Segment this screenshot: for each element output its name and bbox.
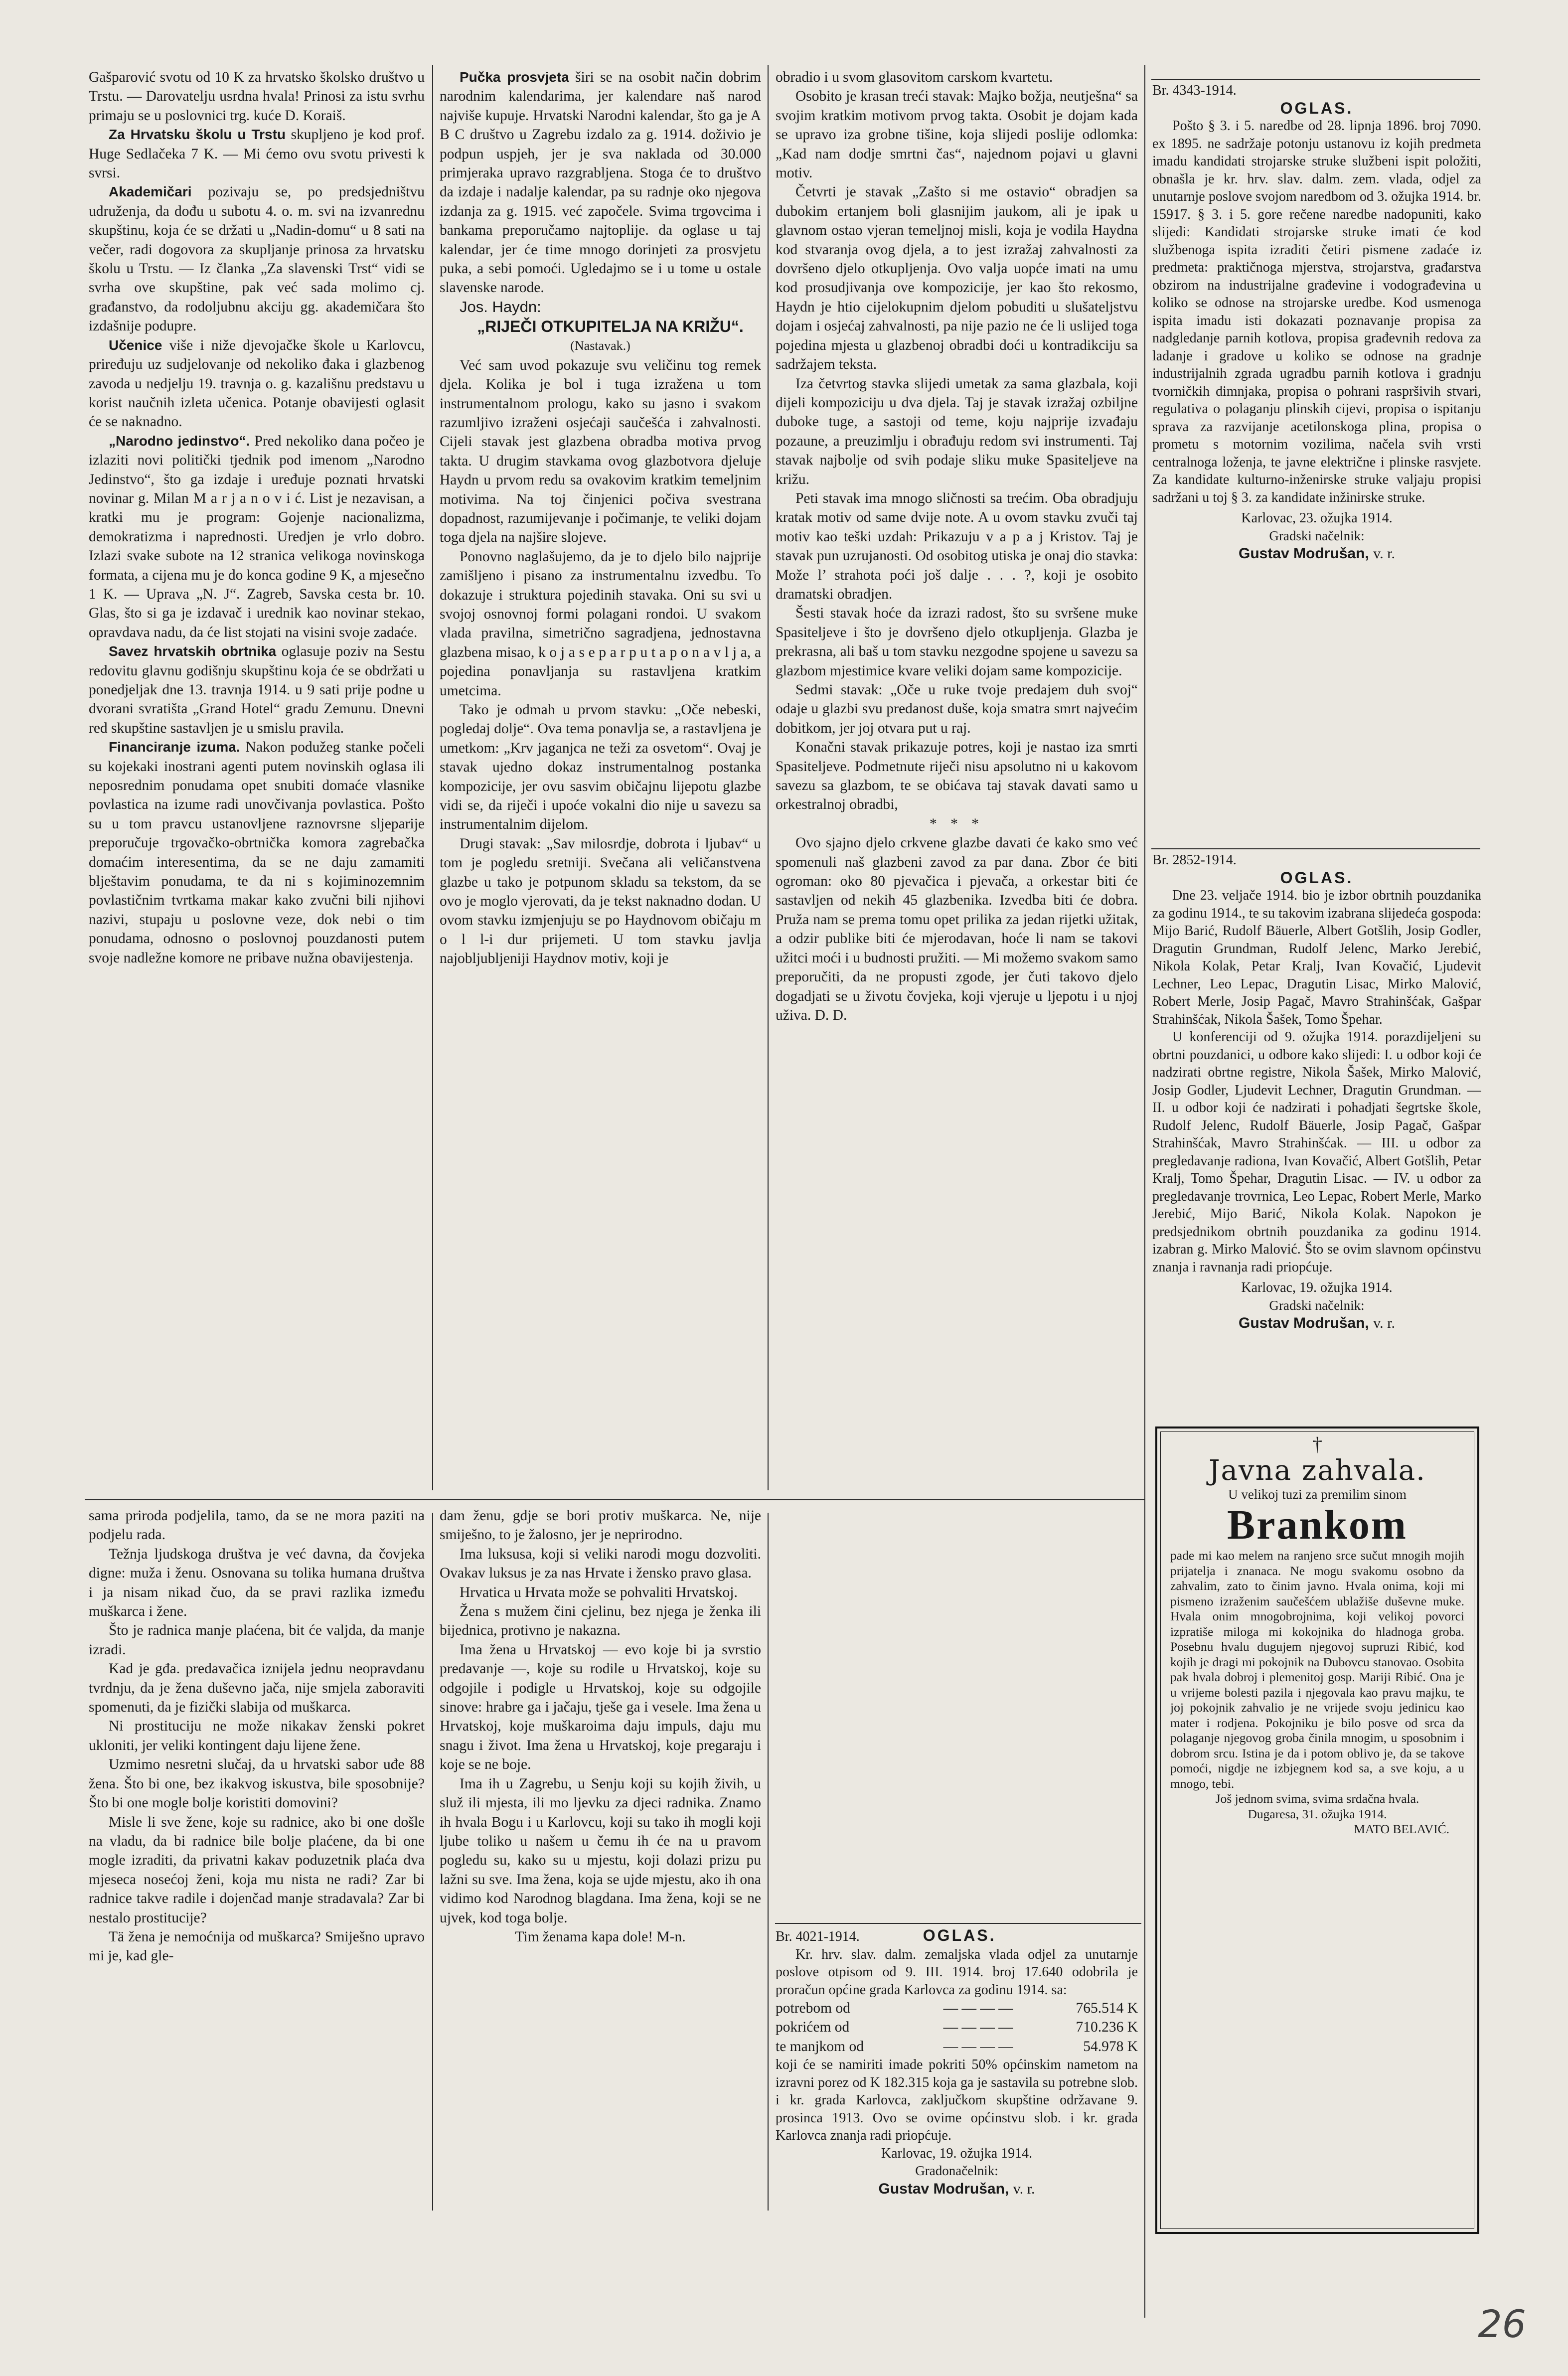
- budget-dashes: — — — —: [943, 2038, 1013, 2055]
- budget-row: [776, 1999, 1138, 2018]
- article-paragraph: Uzmimo nesretni slučaj, da u hrvatski sabor uđe 88 žena. Što bi one, bez ikakvog iskustva, bile sposobnije? Što bi one mogle bolje koristiti domovini?: [89, 1756, 425, 1811]
- article-paragraph: Ponovno naglašujemo, da je to djelo bilo najprije zamišljeno i pisano za instrumentalnu izvedbu. To dokazuje i struktura pojedinih stavaka. Oni su svi u svojoj osnovnoj formi polagani rondoi. U svakom vlada pravilna, simetrično sagradjena, jednostavna glazbena misao, k o j a s e p a r p u t a p o n a v l j a, a pojedina ponavljanja su rastavljena kratkim umetcima.: [440, 548, 761, 699]
- budget-dashes: — — — —: [943, 2019, 1013, 2036]
- page-number: 26: [1478, 2302, 1526, 2346]
- article-paragraph: Žena s mužem čini cjelinu, bez njega je ženka ili bijednica, protivno je nakazna.: [440, 1603, 761, 1639]
- column-rule: [432, 1513, 433, 2211]
- article-paragraph: Misle li sve žene, koje su radnice, ako bi one došle na vladu, da bi radnice bile bolje plaćene, da bi one mogle izraditi, da privatni kakav poduzetnik plaća dva mjeseca nosećoj ženi, koja mu nista ne radi? Zar bi radnice takve radile i dojenčad manje stradavala? Zar bi nestalo prostitucije?: [89, 1814, 425, 1926]
- budget-value: 710.236 K: [1076, 2019, 1138, 2036]
- column-rule: [432, 65, 433, 1490]
- article-paragraph: sama priroda podjelila, tamo, da se ne mora paziti na podjelu rada.: [89, 1508, 425, 1543]
- thanks-intro: U velikoj tuzi za premilim sinom: [1228, 1487, 1407, 1502]
- column-rule: [768, 1513, 769, 2211]
- notice-separator: [1151, 79, 1480, 80]
- notice-signature: Gustav Modrušan, v. r.: [1239, 545, 1395, 562]
- budget-label: te manjkom od: [776, 2038, 864, 2055]
- box-inner-border: [1160, 1431, 1474, 2229]
- article-paragraph: Već sam uvod pokazuje svu veličinu tog remek djela. Kolika je bol i tuga izražena u tom instrumentalnom prologu, kako su jasno i svakom razumljivo izraženi osjećaji saučešća i zahvalnosti. Cijeli stavak jest glazbena obradba motiva prvog takta. U drugim stavkama ovog glazbotvora djeluje Haydn u prvom redu sa ovakovim kratkim temeljnim motivima. Na toj činjenici počiva svestrana dopadnost, razumijevanje i počimanje, te veliki dojam toga djela na najšire slojeve.: [440, 357, 761, 546]
- column-3: [776, 68, 1138, 1493]
- thanks-closing: Još jednom svima, svima srdačna hvala.: [1215, 1791, 1419, 1806]
- news-item: Financiranje izuma. Nakon podužeg stanke počeli su kojekaki inostrani agenti putem novinskih oglasa ili neposrednim ponudama opet snubiti domaće vlasnike povlastica na izume radi unovčivanja povlastica. Pošto su u tom pravcu ustanovljene raznovrsne sljeparije preporučuje trgovačko-obrtnička komora zagrebačka domaćim interesentima, da se ne daju zamamiti blještavim ponudama, te da ni s kojiminozemnim povlastičnim tvrtkama makar kako zvučni bili njihovi nazivi, stupaju u poslovne veze, dok nebi o tim ponudama, odnosno o poslovnoj pouzdanosti putem svoje nadležne komore ne pribave nužna obavijestenja.: [89, 739, 425, 966]
- lower-column-1: [89, 1506, 425, 2204]
- notice-title: OGLAS.: [1280, 99, 1354, 117]
- budget-dashes: — — — —: [943, 2000, 1013, 2016]
- budget-value: 54.978 K: [1083, 2038, 1138, 2055]
- article-title: „RIJEČI OTKUPITELJA NA KRIŽU“.: [477, 317, 744, 336]
- notice-place-date: Karlovac, 19. ožujka 1914.: [1241, 1280, 1393, 1295]
- notice-ref: Br. 4343-1914.: [1152, 83, 1237, 98]
- article-paragraph: Peti stavak ima mnogo sličnosti sa trećim. Oba obradjuju kratak motiv od same dvije note. A u ovom stavku zvuči taj motiv kao teški uzdah: Prikazuju v a p a j Kristov. Taj je stavak pun uzrujanosti. Od osobitog utiska je onaj dio stavka: Može l’ strahota poći još dalje . . . ?, koji je osobito dramatski obradjen.: [776, 490, 1138, 602]
- article-paragraph: Sedmi stavak: „Oče u ruke tvoje predajem duh svoj“ odaje u glazbi svu predanost duše, koja smatra smrt najvećim dobitkom, jer joj otvara put u raj.: [776, 682, 1138, 736]
- notice-ref: Br. 4021-1914. OGLAS.: [776, 1927, 996, 1944]
- budget-label: pokrićem od: [776, 2019, 850, 2036]
- article-subtitle: (Nastavak.): [570, 338, 630, 353]
- cross-icon: †: [1312, 1433, 1322, 1455]
- article-paragraph: Tä žena je nemoćnija od muškarca? Smiješno upravo mi je, kad gle-: [89, 1928, 425, 1964]
- article-paragraph: Ima ih u Zagrebu, u Senju koji su kojih živih, u služ ili mjesta, ili mo ljevku za djeci radnika. Znamo ih hvala Bogu i u Karlovcu, koji su tako ih mogli koji ljube toliko u našem u čemu ih će na u pravom pogledu su, kako su u mjestu, koji dolazi prizu pu lažni su sve. Ima žena, koja se ujde mjestu, ako ih ona vidimo kod Narodnog blagdana. Ima žena, koji se ne ujvek, kod toga bolje.: [440, 1775, 761, 1926]
- notice-signature: Gustav Modrušan, v. r.: [878, 2180, 1035, 2197]
- article-paragraph: Hrvatica u Hrvata može se pohvaliti Hrvatskoj.: [460, 1584, 738, 1600]
- article-paragraph: dam ženu, gdje se bori protiv muškarca. Ne, nije smiješno, to je žalosno, jer je neprirodno.: [440, 1508, 761, 1543]
- news-item: Savez hrvatskih obrtnika oglasuje poziv na Sestu redovitu glavnu godišnju skupštinu koja će se obdržati u ponedjeljak dne 13. travnja 1914. u 9 sati prije podne u dvorani svratišta „Grand Hotel“ gradu Zemunu. Dnevni red skupštine sastavljen je u smislu pravila.: [89, 643, 425, 736]
- news-item: Pučka prosvjeta širi se na osobit način dobrim narodnim kalendarima, jer kalendare naš narod najviše kupuje. Hrvatski Narodni kalendar, što ga je A B C društvo u Zagrebu izdalo za g. 1914. doživio je podpun uspjeh, jer je sva naklada od 30.000 primjeraka upravo razgrabljena. Stoga će to društvo da izdaje i nadalje kalendar, pa su radnje oko njegova izdanja za g. 1915. već započele. Svima trgovcima i bankama preporučamo najtoplije. da oglase u taj kalendar, jer će time mnogo dorinjeti za prosvjetu puka, a sebi pomoći. Ugledajmo se i u tome u ostale slavenske narode.: [440, 69, 761, 296]
- article-paragraph: Što je radnica manje plaćena, bit će valjda, da manje izradi.: [89, 1622, 425, 1658]
- article-author: Jos. Haydn:: [460, 298, 541, 316]
- article-paragraph: Ima luksusa, koji si veliki narodi mogu dozvoliti. Ovakav luksus je za nas Hrvate i žensko pravo glasa.: [440, 1546, 761, 1582]
- news-item: Akademičari pozivaju se, po predsjedništvu udruženja, da dođu u subotu 4. o. m. svi na izvanrednu skupštinu, koja će se držati u „Nadin-domu“ u 8 sati na večer, radi dogovora za skupljanje prinosa za hrvatsku školu u Trstu. — Iz članka „Za slavenski Trst“ vidi se svrha ove skupštine, pak već sada molimo cj. građanstvo, da rodoljubnu akciju gg. akademičara što izdašnije podupre.: [89, 184, 425, 334]
- article-paragraph: Šesti stavak hoće da izrazi radost, što su svršene muke Spasiteljeve i što je dovršeno djelo otkupljenja. Glazba je prekrasna, ali baš u tom stavku nezgodne spojene u savezu sa glazbom mjestimice kvare veliki dojam same kompozicije.: [776, 605, 1138, 679]
- notice-place-date: Karlovac, 23. ožujka 1914.: [1241, 510, 1393, 526]
- notice-4021: [776, 1927, 1138, 2216]
- notice-2852: [1152, 851, 1481, 1410]
- article-paragraph: Ni prostituciju ne može nikakav ženski pokret ukloniti, jer veliki kontingent daju lijene žene.: [89, 1718, 425, 1753]
- notice-signature: Gustav Modrušan, v. r.: [1239, 1315, 1395, 1331]
- notice-text: Kr. hrv. slav. dalm. zemaljska vlada odjel za unutarnje poslove otpisom od 9. III. 1914. broj 17.640 odobrila je proračun općine grada Karlovca za godinu 1914. sa:: [776, 1946, 1138, 1998]
- article-paragraph: Ovo sjajno djelo crkvene glazbe davati će kako smo već spomenuli naš glazbeni zavod za par dana. Zbor će biti ogroman: oko 80 pjevačica i pjevača, a orkestar biti će sastavljen od nekih 45 glazbenika. Izvedba biti će dobra. Pruža nam se prema tomu opet prilika za jedan rijetki užitak, a odzir publike biti će mjerodavan, hoće li nam se takovi užitci moći i u budnosti pružiti. — Mi možemo svakom samo preporučiti, da ne propusti zgode, jer čuti takovo djelo dogadjati se u životu čovjeka, koji vjeruje u ljepotu i u njoj uživa. D. D.: [776, 835, 1138, 1023]
- article-paragraph: Drugi stavak: „Sav milosrdje, dobrota i ljubav“ u tom je pogledu sretniji. Svečana ali veličanstvena glazbe u tako je potpunom skladu sa tekstom, da se ovo je moglo vjerovati, da je tekst naknadno dodan. U ovom stavku izmjenjuju se po Haydnovom običaju m o l l-i dur prijemeti. U tom stavku javlja najobljubljeniji Haydnov motiv, koji je: [440, 835, 761, 967]
- article-signoff: Tim ženama kapa dole! M-n.: [515, 1928, 686, 1945]
- deceased-name: Brankom: [1227, 1502, 1408, 1548]
- notice-separator: [775, 1923, 1141, 1924]
- thanks-title: Javna zahvala.: [1209, 1454, 1426, 1487]
- notice-role: Gradski načelnik:: [1269, 528, 1365, 543]
- article-paragraph: Tako je odmah u prvom stavku: „Oče nebeski, pogledaj dolje“. Ova tema ponavlja se, a rastavljena je umetkom: „Krv jaganjca ne teži za osvetom“. Ovaj je stavak ujedno dokaz instrumentalnog postanka kompozicije, jer ovu sasvim običajnu lijepotu glazbe vidi se, da riječi i upoće vokalni dio nije u savezu sa instrumentalnim dijelom.: [440, 702, 761, 833]
- budget-table: [776, 1999, 1138, 2056]
- news-item: Gašparović svotu od 10 K za hrvatsko školsko društvo u Trstu. — Darovatelju usrdna hvala! Prinosi za istu svrhu primaju se u poslovnici trg. kuće D. Koraiš.: [89, 69, 425, 124]
- thanks-text: pade mi kao melem na ranjeno srce sučut mnogih mojih prijatelja i znanaca. Ne mogu svakomu osobno da zahvalim, zato to činim javno. Hvala onima, koji mi pismeno izraženim saučešćem ublažiše duševne muke. Hvala onim mnogobrojnima, koji velikoj povorci izpratiše miloga mi kokojnika do hladnoga groba. Posebnu hvalu dugujem njegovoj supruzi Ribić, kod kojih je dragi mi pokojnik na Dubovcu stanovao. Osobita pak hvala dobroj i plemenitoj gosp. Mariji Ribić. Ona je u vrijeme bolesti pazila i njegovala kao pravu majku, te joj pokojnik zahvalio je ne vrijede svoju jedinicu kao mater i rodjena. Pokojniku je bilo posve od srca da polaganje njegovog groba činila mnogim, u sposobnim i dobrom srcu. Istina je da i potom oblivo je, da se takove pomoći, nigdje ne izbjegnem kod sa, a sve koju, a u mnogo, tebi.: [1170, 1548, 1464, 1791]
- notice-4343: [1152, 82, 1481, 844]
- column-1: [89, 68, 425, 1493]
- article-paragraph: Težnja ljudskoga društva je već davna, da čovjeka digne: muža i ženu. Osnovana su tolika humana društva i ja nisam nikad čuo, da se pravi razlika između muškarca i žene.: [89, 1546, 425, 1620]
- budget-label: potrebom od: [776, 2000, 850, 2016]
- notice-text: U konferenciji od 9. ožujka 1914. porazdijeljeni su obrtni pouzdanici, u odbore kako slijedi: I. u odbor koji će nadzirati obrtne registre, Nikola Šašek, Mirko Malović, Josip Godler, Ljudevit Lechner, Dragutin Grundman. — II. u odbor koji će nadzirati i pohadjati šegrtske škole, Rudolf Jelenc, Rudolf Bäuerle, Josip Pagač, Gašpar Strahinšćak, Mavro Strahinšćak. — III. u odbor za pregledavanje radiona, Ivan Kovačić, Albert Gotšlih, Petar Kralj, Tomo Špehar, Dragutin Lisac. — IV. u odbor za pregledavanje trovrnica, Leo Lepac, Robert Merle, Marko Jerebić, Mijo Barić, Nikola Kolak. Napokon je predsjednikom obrtnih pouzdanika za godinu 1914. izabran g. Mirko Malović. Što se ovim slavnom općinstvu znanja i ravnanja radi priopćuje.: [1152, 1029, 1481, 1275]
- article-paragraph: Osobito je krasan treći stavak: Majko božja, neutješna“ sa svojim kratkim motivom prvog takta. Osobit je dojam kada se upravo iza grobne tišine, koja slijedi poslije odlomka: „Kad nam dodje smrtni čas“, najednom pojavi u glavni motiv.: [776, 88, 1138, 181]
- thanks-notice-box: [1155, 1426, 1479, 2234]
- news-item: Za Hrvatsku školu u Trstu skupljeno je kod prof. Huge Sedlačeka 7 K. — Mi ćemo ovu svotu privesti k svrsi.: [89, 127, 425, 181]
- budget-row: [776, 2037, 1138, 2056]
- section-separator: [85, 1499, 1144, 1500]
- article-paragraph: obradio i u svom glasovitom carskom kvartetu.: [776, 69, 1053, 85]
- article-paragraph: Konačni stavak prikazuje potres, koji je nastao iza smrti Spasiteljeve. Podmetnute riječi nisu apsolutno ni u kakovom savezu sa glazbom, te se obićava taj stavak davati samo u orkestralnoj obradbi,: [776, 739, 1138, 813]
- thanks-signer: MATO BELAVIĆ.: [1354, 1822, 1449, 1836]
- notice-place-date: Karlovac, 19. ožujka 1914.: [881, 2145, 1033, 2161]
- lower-column-2: [440, 1506, 761, 2204]
- notice-text: Pošto § 3. i 5. naredbe od 28. lipnja 1896. broj 7090. ex 1895. ne sadržaje potonju ustanovu iz kojih predmeta imadu kandidati strojarske struke službeni ispit položiti, obnašla je kr. hrv. slav. dalm. zem. vlada, odjel za unutarnje poslove svojom naredbom od 3. ožujka 1914. br. 15917. § 3. i 5. gore rečene naredbe nadopuniti, kako slijedi: Kandidati strojarske struke imati će kod službenoga ispita izraditi četiri pismene zadaće iz predmeta: praktičnoga mjerstva, strojarstva, građarstva obzirom na industrijalne građevine i vodograđevina u koliko se odnose na strojarske uredbe. Kod usmenoga ispita imadu isti dokazati poznavanje propisa za nadgledanje parnih kotlova, propisa građevnih redova za ladanje i gradove u koliko se odnose na gradnje industrijalnih zgrada ugradbu parnih kotlova i gradnju tvorničkih dimnjaka, propisa o pohrani raspršivih stvari, regulativa o polaganju plinskih cijevi, propisa o ispitanju sprava za razvijanje acetilonskoga plina, propisa o prometu s motornim vozilima, načela svih vrsti centralnoga loženja, te javne električne i plinske rasvjete. Za kandidate kulturno-inženirske struke valjaju propisi sadržani u toj § 3. za kandidate inžinirske struke.: [1152, 118, 1481, 505]
- notice-role: Gradonačelnik:: [915, 2163, 998, 2179]
- notice-text: Dne 23. veljače 1914. bio je izbor obrtnih pouzdanika za godinu 1914., te su takovim izabrana slijedeća gospoda: Mijo Barić, Rudolf Bäuerle, Albert Gotšlih, Josip Godler, Dragutin Grundman, Rudolf Jelenc, Marko Jerebić, Nikola Kolak, Petar Kralj, Ivan Kovačić, Ljudevit Lechner, Leo Lepac, Dragutin Lisac, Mirko Malović, Robert Merle, Josip Pagač, Mavro Strahinšćak, Gašpar Strahinšćak, Nikola Šašek, Tomo Špehar.: [1152, 888, 1481, 1027]
- section-stars: * * *: [930, 815, 984, 832]
- article-paragraph: Ima žena u Hrvatskoj — evo koje bi ja svrstio predavanje —, koje su rodile u Hrvatskoj, koje su odgojile i podigle u Hrvatskoj, koje su odgojile sinove: hrabre ga i jačaju, tješe ga i vesele. Ima žena u Hrvatskoj, koje muškaroima daju impuls, daju mu snagu i život. Ima žena u Hrvatskoj, koje pregaraju i koje se ne boje.: [440, 1641, 761, 1773]
- notice-text: koji će se namiriti imade pokriti 50% općinskim nametom na izravni porez od K 182.315 koja ga je sastavila su potrebne slob. i kr. grada Karlovca, zaključkom skupštine održavane 9. prosinca 1913. Ovo se ovime općinstvu slob. i kr. grada Karlovca znanja radi priopćuje.: [776, 2057, 1138, 2144]
- news-item: Učenice više i niže djevojačke škole u Karlovcu, priređuju uz sudjelovanje od nekoliko đaka i glazbenog zavoda u nedjelju 19. travnja o. g. kazališnu predstavu u korist naučnih izleta učenica. Potanje obavijesti oglasit će se naknadno.: [89, 337, 425, 430]
- column-rule: [768, 65, 769, 1490]
- thanks-place-date: Dugaresa, 31. ožujka 1914.: [1248, 1806, 1387, 1821]
- notice-title: OGLAS.: [1280, 868, 1354, 887]
- budget-value: 765.514 K: [1076, 2000, 1138, 2016]
- notice-role: Gradski načelnik:: [1269, 1297, 1365, 1313]
- column-rule: [1144, 65, 1145, 2318]
- article-paragraph: Iza četvrtog stavka slijedi umetak za sama glazbala, koji dijeli kompoziciju u dva djela. Taj je stavak izražaj ozbiljne duboke tuge, a sastoji od teme, koju najprije izvađaju pozaune, a preuzimlju i obrađuju redom svi instrumenti. Taj stavak najbolje od svih podaje sliku muke Spasiteljeve na križu.: [776, 375, 1138, 487]
- article-paragraph: Četvrti je stavak „Zašto si me ostavio“ obradjen sa dubokim ertanjem boli glasnijim jaukom, ali je ipak u glavnom ostao vjeran temeljnoj misli, koja je vodila Haydna kod stvaranja ovog djela, a to jest izražaj zahvalnosti za dovršeno djelo otkupljenja. Ovo valja uopće imati na umu kod prosudjivanja ove kompozicije, jer kao što rekosmo, Haydn je htio cijelokupnim djelom pobuditi u slušateljstvu dojam i osjećaj zahvalnosti, pa nije pazio ne će li uslijed toga pojedina mjesta u glazbenoj obradbi doći u kontradikciju sa sadržajem teksta.: [776, 184, 1138, 373]
- news-item: „Narodno jedinstvo“. Pred nekoliko dana počeo je izlaziti novi politički tjednik pod imenom „Narodno Jedinstvo“, što ga izdaje i uređuje poznati hrvatski novinar g. Milan M a r j a n o v i ć. List je nezavisan, a kratki mu je program: Gojenje nacionalizma, demokratizma i naprednosti. Uredjen je vrlo dobro. Izlazi svake subote na 12 stranica velikoga novinskoga formata, a cijena mu je do konca godine 9 K, a mjesečno 1 K. — Uprava „N. J“. Zagreb, Savska cesta br. 10. Glas, što si ga je izdavač i urednik kao novinar stekao, opravdava nadu, da će list stojati na visini svoje zadaće.: [89, 433, 425, 640]
- article-paragraph: Kad je gđa. predavačica iznijela jednu neopravdanu tvrdnju, da je žena duševno jača, nije smjela zaboraviti spomenuti, da je fizički slabija od muškarca.: [89, 1661, 425, 1716]
- notice-ref: Br. 2852-1914.: [1152, 852, 1237, 868]
- budget-row: [776, 2018, 1138, 2037]
- notice-separator: [1151, 848, 1480, 849]
- column-2: [440, 68, 761, 1493]
